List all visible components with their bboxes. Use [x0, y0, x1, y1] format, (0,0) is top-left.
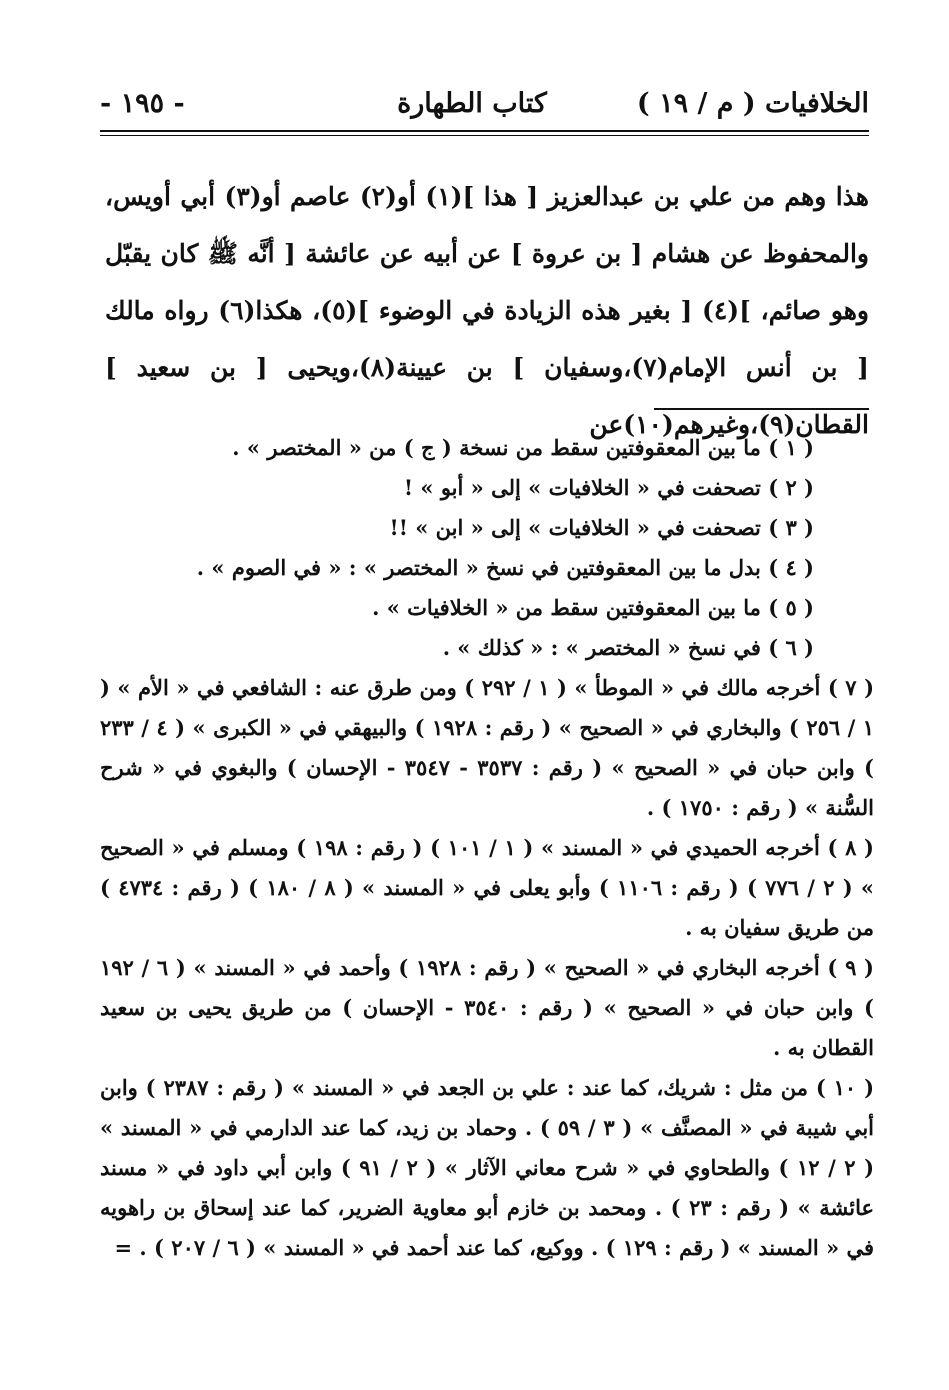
footnote-1: ( ١ ) ما بين المعقوفتين سقط من نسخة ( ج ) من « المختصر » . — [232, 435, 814, 460]
footnote-2: ( ٢ ) تصحفت في « الخلافيات » إلى « أبو » ! — [403, 475, 814, 500]
footnote-6: ( ٦ ) في نسخ « المختصر » : « كذلك » . — [442, 635, 814, 660]
page-header — [100, 80, 869, 126]
footnote-5: ( ٥ ) ما بين المعقوفتين سقط من « الخلافيات » . — [372, 595, 814, 620]
footnote-9: ( ٩ ) أخرجه البخاري في « الصحيح » ( رقم : ١٩٢٨ ) وأحمد في « المسند » ( ٦ / ١٩٢ ) وابن حبان في « الصحيح » ( رقم : ٣٥٤٠ - الإحسان ) من طريق يحيى بن سعيد القطان به . — [100, 955, 874, 1060]
footnote-7: ( ٧ ) أخرجه مالك في « الموطأ » ( ١ / ٢٩٢ ) ومن طرق عنه : الشافعي في « الأم » ( ١ / ٢٥٦ ) والبخاري في « الصحيح » ( رقم : ١٩٢٨ ) والبيهقي في « الكبرى » ( ٤ / ٢٣٣ ) وابن حبان في « الصحيح » ( رقم : ٣٥٣٧ - ٣٥٤٧ - الإحسان ) والبغوي في « شرح السُّنة » ( رقم : ١٧٥٠ ) . — [100, 675, 875, 820]
footnote-separator — [654, 408, 869, 410]
header-rule — [100, 130, 869, 136]
chapter-title: كتاب الطهارة — [397, 87, 547, 119]
footnote-4: ( ٤ ) بدل ما بين المعقوفتين في نسخ « المختصر » : « في الصوم » . — [196, 555, 814, 580]
main-text: هذا وهم من علي بن عبدالعزيز [ هذا ](١) أو(٢) عاصم أو(٣) أبي أويس، والمحفوظ عن هشام [ بن عروة ] عن أبيه عن عائشة [ أنَّه ﷺ كان يقبّل وهو صائم، ](٤) [ بغير هذه الزيادة في الوضوء ](٥)، هكذا(٦) رواه مالك [ بن أنس الإمام(٧)،وسفيان ] بن عيينة(٨)،ويحيى [ بن سعيد ] القطان(٩)،وغيرهم(١٠)عن — [105, 182, 870, 439]
footnote-8: ( ٨ ) أخرجه الحميدي في « المسند » ( ١ / ١٠١ ) ( رقم : ١٩٨ ) ومسلم في « الصحيح » ( ٢ / ٧٧٦ ) ( رقم : ١١٠٦ ) وأبو يعلى في « المسند » ( ٨ / ١٨٠ ) ( رقم : ٤٧٣٤ ) من طريق سفيان به . — [100, 835, 875, 940]
footnote-3: ( ٣ ) تصحفت في « الخلافيات » إلى « ابن » !! — [389, 515, 814, 540]
book-title: الخلافيات ( م / ١٩ ) — [636, 87, 869, 119]
footnote-10: ( ١٠ ) من مثل : شريك، كما عند : علي بن الجعد في « المسند » ( رقم : ٢٣٨٧ ) وابن أبي شيبة في « المصنَّف » ( ٣ / ٥٩ ) . وحماد بن زيد، كما عند الدارمي في « المسند » ( ٢ / ١٢ ) والطحاوي في « شرح معاني الآثار » ( ٢ / ٩١ ) وابن أبي داود في « مسند عائشة » ( رقم : ٢٣ ) . ومحمد بن خازم أبو معاوية الضرير، كما عند إسحاق بن راهويه في « المسند » ( رقم : ١٢٩ ) . ووكيع، كما عند أحمد في « المسند » ( ٦ / ٢٠٧ ) . = — [100, 1075, 875, 1260]
page-number: - ١٩٥ - — [100, 87, 185, 119]
footnotes — [100, 428, 874, 1268]
